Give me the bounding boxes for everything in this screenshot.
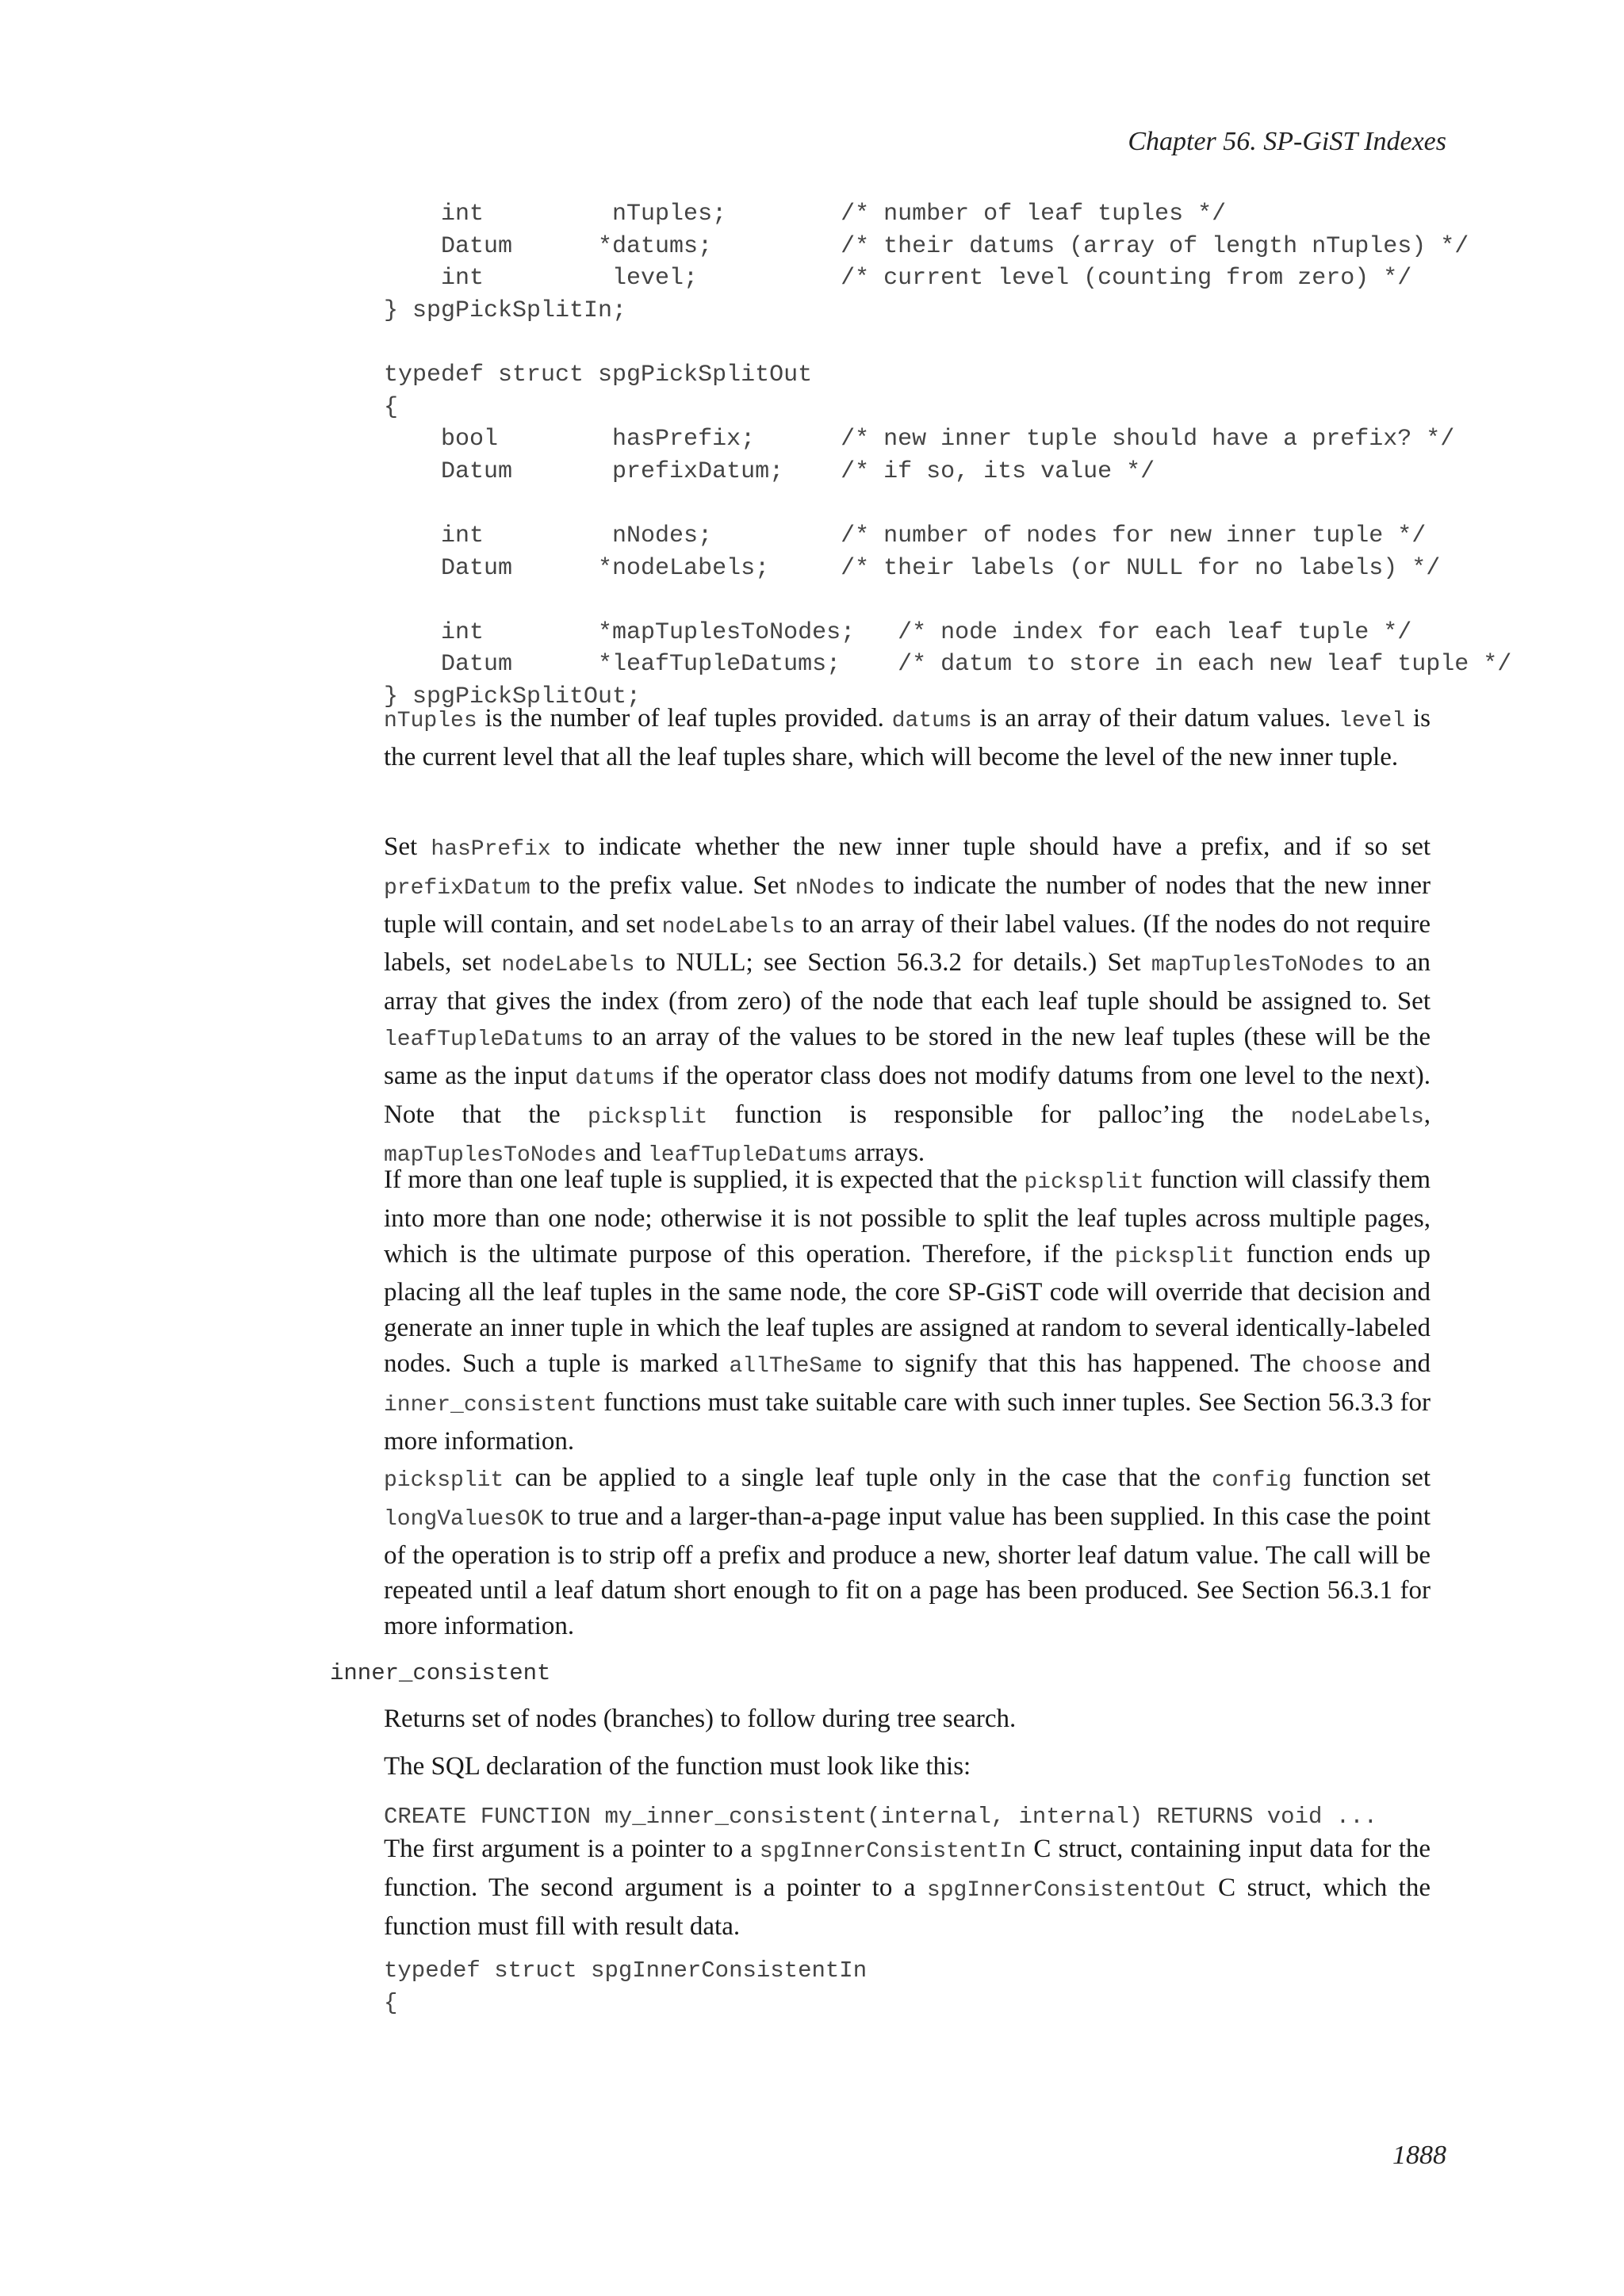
inline-code: inner_consistent (384, 1392, 597, 1418)
paragraph-sql-declaration: The SQL declaration of the function must look like this: (384, 1752, 971, 1781)
inline-code: spgInnerConsistentOut (926, 1877, 1207, 1903)
inline-code: picksplit (1024, 1170, 1144, 1195)
code-block-pick-split-structs: int nTuples; /* number of leaf tuples */ Datum *datums; /* their datums (array of length nTuples) */ int level; /* current level (counting from zero) */ } spgPickSplitIn; typedef struct spgPickSplitOut { bool hasPrefix; /* new inner tuple should have a prefix? */ Datum prefixDatum; /* if so, its value */ int nNodes; /* number of nodes for new inner tuple */ Datum *nodeLabels; /* their labels (or NULL for no labels) */ int *mapTuplesToNodes; /* node index for each leaf tuple */ Datum *leafTupleDatums; /* datum to store in each new leaf tuple */ } spgPickSplitOut; (384, 201, 1512, 710)
inline-code: picksplit (1114, 1244, 1235, 1269)
inline-code: leafTupleDatums (384, 1027, 584, 1052)
inline-code: config (1212, 1468, 1292, 1493)
inline-code: nodeLabels (1290, 1104, 1424, 1130)
inline-code: nodeLabels (661, 914, 795, 939)
inline-code: level (1339, 709, 1406, 733)
paragraph-picksplit-single-leaf: picksplit can be applied to a single leaf tuple only in the case that the config function set longValuesOK to true and a larger-than-a-page input value has been supplied. In this case the point of the operation is to strip off a prefix and produce a new, shorter leaf datum value. The call will be repeated until a leaf datum short enough to fit on a page has been produced. See Section 56.3.1 for more information. (384, 1464, 1431, 1641)
inline-code: nTuples (384, 709, 477, 733)
inline-code: spgInnerConsistentIn (759, 1839, 1026, 1864)
inline-code: picksplit (588, 1104, 708, 1130)
inline-code: leafTupleDatums (648, 1143, 848, 1169)
inline-code: picksplit (384, 1468, 504, 1493)
inline-code: mapTuplesToNodes (384, 1143, 597, 1169)
page-number: 1888 (1392, 2141, 1446, 2170)
inline-code: choose (1301, 1353, 1382, 1379)
inline-code: datums (891, 709, 972, 733)
inline-code: nodeLabels (501, 953, 635, 978)
paragraph-first-argument: The first argument is a pointer to a spgInnerConsistentIn C struct, containing input data for the function. The second argument is a pointer to a spgInnerConsistentOut C struct, which the function must fill with result data. (384, 1835, 1431, 1941)
inline-code: mapTuplesToNodes (1151, 953, 1365, 978)
paragraph-more-than-one-leaf: If more than one leaf tuple is supplied, it is expected that the picksplit function will classify them into more than one node; otherwise it is not possible to split the leaf tuples across multiple pages, which is the ultimate purpose of this operation. Therefore, if the picksplit function ends up placing all the leaf tuples in the same node, the core SP-GiST code will override that decision and generate an inner tuple in which the leaf tuples are assigned at random to several identically-labeled nodes. Such a tuple is marked allTheSame to signify that this has happened. The choose and inner_consistent functions must take suitable care with such inner tuples. See Section 56.3.3 for more information. (384, 1165, 1431, 1456)
code-block-inner-consistent-in: typedef struct spgInnerConsistentIn { (384, 1957, 868, 2016)
inline-code: nNodes (795, 875, 875, 901)
inline-code: hasPrefix (431, 837, 551, 862)
paragraph-returns-nodes: Returns set of nodes (branches) to follow during tree search. (384, 1705, 1017, 1733)
term-inner-consistent: inner_consistent (330, 1660, 551, 1686)
inline-code: datums (575, 1066, 656, 1091)
inline-code: allTheSame (729, 1353, 863, 1379)
page-header: Chapter 56. SP-GiST Indexes (1128, 127, 1446, 156)
paragraph-ntuples: nTuples is the number of leaf tuples provided. datums is an array of their datum values. level is the current level that all the leaf tuples share, which will become the level of the new inner tuple. (384, 704, 1431, 771)
paragraph-set-hasprefix: Set hasPrefix to indicate whether the new inner tuple should have a prefix, and if so set prefixDatum to the prefix value. Set nNodes to indicate the number of nodes that the new inner tuple will contain, and set nodeLabels to an array of their label values. (If the nodes do not require labels, set nodeLabels to NULL; see Section 56.3.2 for details.) Set mapTuplesToNodes to an array that gives the index (from zero) of the node that each leaf tuple should be assigned to. Set leafTupleDatums to an array of the values to be stored in the new leaf tuples (these will be the same as the input datums if the operator class does not modify datums from one level to the next). Note that the picksplit function is responsible for palloc’ing the nodeLabels, mapTuplesToNodes and leafTupleDatums arrays. (384, 832, 1431, 1169)
inline-code: prefixDatum (384, 875, 530, 901)
inline-code: longValuesOK (384, 1506, 544, 1532)
code-block-create-function: CREATE FUNCTION my_inner_consistent(internal, internal) RETURNS void ... (384, 1804, 1378, 1830)
